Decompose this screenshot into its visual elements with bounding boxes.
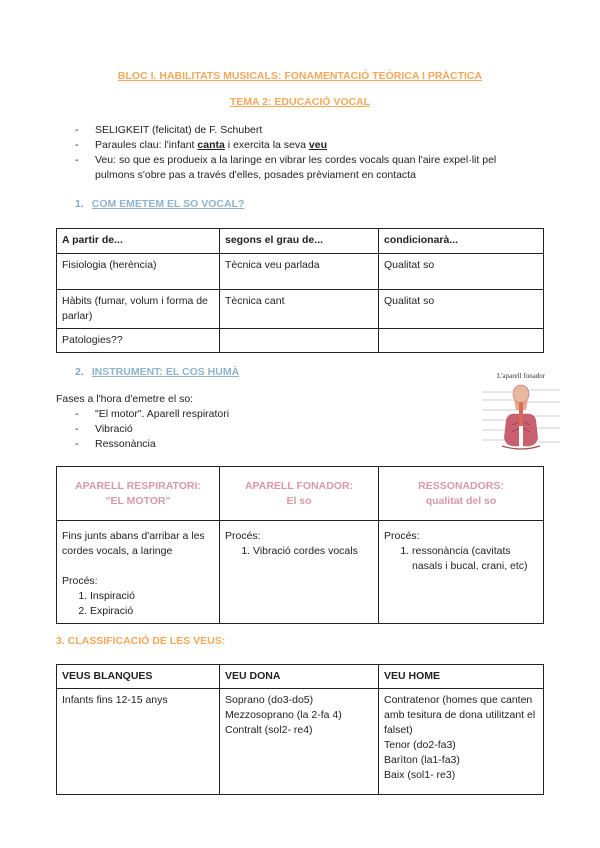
table-header: VEUS BLANQUES — [57, 665, 220, 689]
section-2-heading: 2. INSTRUMENT: EL COS HUMÀ — [75, 366, 240, 378]
list-item: 1. Inspiració — [90, 589, 214, 604]
bloc-title: BLOC I. HABILITATS MUSICALS: FONAMENTACIÓ TEÒRICA I PRÀCTICA — [117, 70, 483, 82]
list-item: Contratenor (homes que canten amb tesitura de dona utilitzant el falset) — [384, 694, 536, 736]
keyword-canta: canta — [197, 139, 225, 151]
section-3-heading: 3. CLASSIFICACIÓ DE LES VEUS: — [56, 635, 226, 647]
table-cell: Qualitat so — [379, 254, 544, 290]
table-header: RESSONADORS: qualitat del so — [379, 467, 544, 521]
table-header: segons el grau de... — [220, 229, 379, 254]
list-item: Baix (sol1- re3) — [384, 769, 456, 781]
intro-item-3: - Veu: so que es produeix a la laringe en vibrar les cordes vocals quan l'aire expel·lit pel pulmons s'obre pas a través d'elles, posades prèviament en contacta — [75, 153, 535, 183]
intro-item-1: - SELIGKEIT (felicitat) de F. Schubert — [75, 123, 535, 138]
table-header-row — [57, 467, 544, 521]
tema-title: TEMA 2: EDUCACIÓ VOCAL — [229, 96, 371, 108]
list-item: Barìton (la1-fa3) — [384, 754, 460, 766]
table-cell: Infants fins 12-15 anys — [57, 689, 220, 795]
table-cell — [220, 689, 379, 795]
list-item: - "El motor". Aparell respiratori — [75, 407, 375, 422]
list-item: Mezzosoprano (la 2-fa 4) — [225, 709, 342, 721]
fases-list — [75, 407, 375, 452]
table-cell — [220, 329, 379, 353]
table-row — [57, 329, 544, 353]
anatomy-icon — [476, 380, 566, 456]
table-cell: Procés: 1. ressonància (cavitats nasals i bucal, crani, etc) — [379, 521, 544, 624]
list-item: 2. Expiració — [90, 604, 214, 619]
intro-list — [75, 123, 535, 183]
table-cell: Fins junts abans d'arribar a les cordes vocals, a laringe Procés: 1. Inspiració 2. Expiració — [57, 521, 220, 624]
table-header: A partir de... — [57, 229, 220, 254]
table-row — [57, 521, 544, 624]
table-cell: Tècnica veu parlada — [220, 254, 379, 290]
table-cell: Procés: 1. Vibració cordes vocals — [220, 521, 379, 624]
illustration-caption: L'aparell fonador — [496, 372, 546, 380]
table-cell — [379, 689, 544, 795]
table-header-row — [57, 229, 544, 254]
phases-table — [56, 466, 544, 624]
table-cell: Qualitat so — [379, 290, 544, 329]
table-header: APARELL RESPIRATORI: "EL MOTOR" — [57, 467, 220, 521]
table-cell: Fisiologia (herència) — [57, 254, 220, 290]
list-item: Contralt (sol2- re4) — [225, 724, 313, 736]
table-row — [57, 689, 544, 795]
table-cell — [379, 329, 544, 353]
list-item: Soprano (do3-do5) — [225, 694, 314, 706]
table-cell: Hàbits (fumar, volum i forma de parlar) — [57, 290, 220, 329]
table-row — [57, 254, 544, 290]
table-cell: Patologies?? — [57, 329, 220, 353]
keyword-veu: veu — [308, 139, 327, 151]
fases-intro: Fases a l'hora d'emetre el so: — [56, 393, 194, 405]
emission-table — [56, 228, 544, 353]
list-item: - Vibració — [75, 422, 375, 437]
list-item: 1. ressonància (cavitats nasals i bucal, crani, etc) — [412, 544, 538, 574]
list-item: Tenor (do2-fa3) — [384, 739, 456, 751]
table-header: condicionarà... — [379, 229, 544, 254]
voices-table — [56, 664, 544, 795]
vocal-apparatus-illustration — [476, 372, 566, 458]
table-header-row — [57, 665, 544, 689]
list-item: - Ressonància — [75, 437, 375, 452]
table-header: VEU HOME — [379, 665, 544, 689]
list-item: 1. Vibració cordes vocals — [253, 544, 373, 559]
table-header: APARELL FONADOR: El so — [220, 467, 379, 521]
section-1-heading: 1. COM EMETEM EL SO VOCAL? — [75, 198, 245, 210]
intro-item-2: - Paraules clau: l'infant canta i exercita la seva veu — [75, 138, 535, 153]
table-cell: Tècnica cant — [220, 290, 379, 329]
table-row — [57, 290, 544, 329]
table-header: VEU DONA — [220, 665, 379, 689]
